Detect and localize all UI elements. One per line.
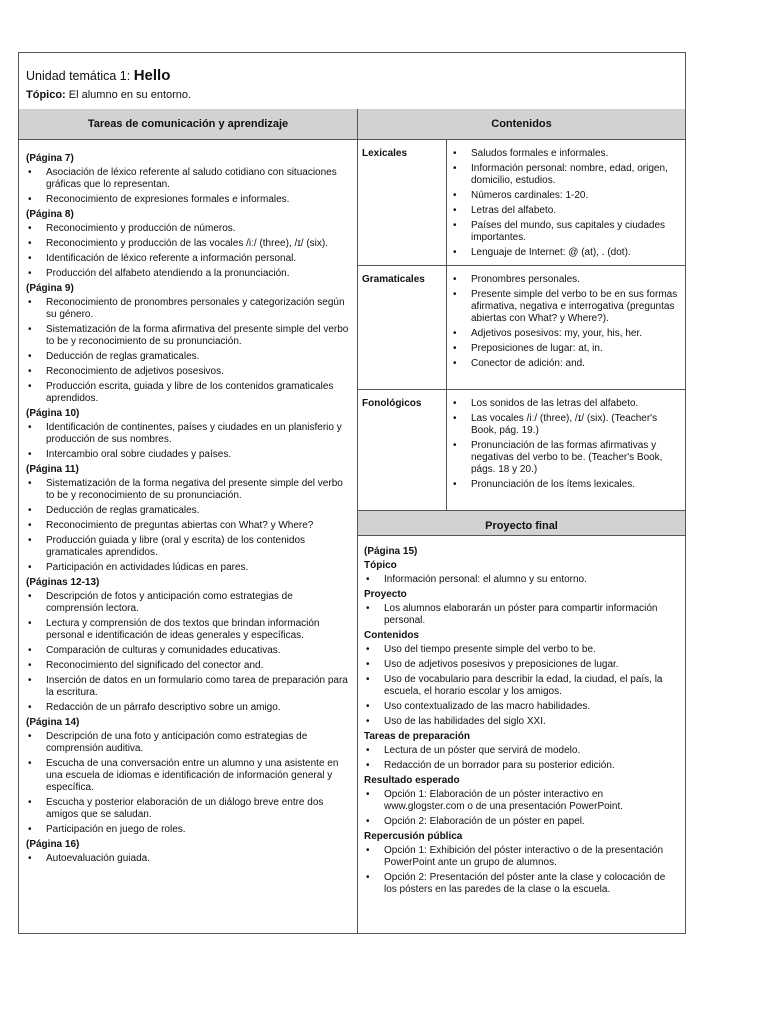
project-block-label: Tareas de preparación: [364, 731, 470, 742]
task-item: • Reconocimiento de adjetivos posesivos.: [26, 366, 351, 378]
task-list: [26, 591, 351, 714]
content-item: • Conector de adición: and.: [451, 358, 681, 370]
topic-text: El alumno en su entorno.: [68, 89, 192, 101]
content-item: • Presente simple del verbo to be en sus formas afirmativa, negativa e interrogativa (preguntas abiertas con What? y Where?).: [451, 289, 681, 325]
project-item: • Opción 2: Presentación del póster ante la clase y colocación de los pósters en las paredes de la clase o la escuela.: [364, 872, 679, 896]
tasks-column: [19, 109, 358, 933]
project-block-label: Tópico: [364, 560, 397, 571]
task-item: • Deducción de reglas gramaticales.: [26, 505, 351, 517]
content-item: • Saludos formales e informales.: [451, 148, 681, 160]
contents-sections: [358, 140, 685, 511]
project-item: • Uso de adjetivos posesivos y preposiciones de lugar.: [364, 659, 679, 671]
content-item: • Información personal: nombre, edad, origen, domicilio, estudios.: [451, 163, 681, 187]
task-list: [26, 853, 351, 865]
task-item: • Participación en juego de roles.: [26, 824, 351, 836]
project-item: • Lectura de un póster que servirá de modelo.: [364, 745, 679, 757]
unit-title: Hello: [133, 67, 171, 84]
page-label: (Página 8): [26, 209, 74, 220]
task-item: • Sistematización de la forma afirmativa del presente simple del verbo to be y reconocimiento de su pronunciación.: [26, 324, 351, 348]
content-section-label-text: Lexicales: [362, 148, 408, 159]
project-list: [364, 745, 679, 772]
project-item: • Uso contextualizado de las macro habilidades.: [364, 701, 679, 713]
page-label: (Página 14): [26, 717, 80, 728]
content-section: [358, 390, 685, 511]
page-label: (Páginas 12-13): [26, 577, 100, 588]
content-section-label: [358, 140, 447, 265]
task-item: • Reconocimiento y producción de números.: [26, 223, 351, 235]
project-blocks: [364, 560, 679, 896]
page-label: (Página 11): [26, 464, 79, 475]
content-section-label: [358, 266, 447, 389]
project-block-label: Contenidos: [364, 630, 419, 641]
project-list: [364, 603, 679, 627]
task-list: [26, 167, 351, 206]
topic-line: [26, 89, 191, 101]
task-item: • Participación en actividades lúdicas en pares.: [26, 562, 351, 574]
content-item: • Números cardinales: 1-20.: [451, 190, 681, 202]
unit-header: [19, 53, 685, 110]
task-item: • Inserción de datos en un formulario como tarea de preparación para la escritura.: [26, 675, 351, 699]
content-section: [358, 266, 685, 390]
content-section-items: [447, 140, 685, 262]
project-block-label: Repercusión pública: [364, 831, 463, 842]
project-list: [364, 845, 679, 896]
project-list: [364, 644, 679, 728]
topic-label: Tópico:: [26, 89, 66, 101]
task-list: [26, 478, 351, 574]
project-item: • Opción 2: Elaboración de un póster en papel.: [364, 816, 679, 828]
content-section-label-text: Fonológicos: [362, 398, 422, 409]
content-list: [451, 148, 681, 259]
task-item: • Autoevaluación guiada.: [26, 853, 351, 865]
tasks-body: [19, 140, 357, 865]
page-label: (Página 16): [26, 839, 80, 850]
task-item: • Asociación de léxico referente al saludo cotidiano con situaciones gráficas que lo representan.: [26, 167, 351, 191]
content-item: • Letras del alfabeto.: [451, 205, 681, 217]
project-list: [364, 789, 679, 828]
content-item: • Lenguaje de Internet: @ (at), . (dot).: [451, 247, 681, 259]
content-section-items: [447, 266, 685, 373]
page-label: (Página 10): [26, 408, 80, 419]
task-item: • Intercambio oral sobre ciudades y países.: [26, 449, 351, 461]
page-label: (Página 7): [26, 153, 74, 164]
task-list: [26, 297, 351, 405]
unit-heading: [26, 67, 170, 84]
project-page: (Página 15): [364, 546, 418, 557]
project-item: • Opción 1: Elaboración de un póster interactivo en www.glogster.com o de una presentación PowerPoint.: [364, 789, 679, 813]
task-item: • Comparación de culturas y comunidades educativas.: [26, 645, 351, 657]
task-item: • Producción guiada y libre (oral y escrita) de los contenidos gramaticales aprendidos.: [26, 535, 351, 559]
project-list: [364, 574, 679, 586]
project-item: • Opción 1: Exhibición del póster interactivo o de la presentación PowerPoint ante un grupo de alumnos.: [364, 845, 679, 869]
content-list: [451, 398, 681, 491]
project-item: • Los alumnos elaborarán un póster para compartir información personal.: [364, 603, 679, 627]
project-item: • Uso del tiempo presente simple del verbo to be.: [364, 644, 679, 656]
content-item: • Preposiciones de lugar: at, in.: [451, 343, 681, 355]
task-item: • Escucha y posterior elaboración de un diálogo breve entre dos amigos que se saludan.: [26, 797, 351, 821]
project-item: • Uso de las habilidades del siglo XXI.: [364, 716, 679, 728]
task-item: • Deducción de reglas gramaticales.: [26, 351, 351, 363]
task-item: • Descripción de una foto y anticipación como estrategias de comprensión auditiva.: [26, 731, 351, 755]
page-label: (Página 9): [26, 283, 74, 294]
project-block-label: Resultado esperado: [364, 775, 460, 786]
content-item: • Países del mundo, sus capitales y ciudades importantes.: [451, 220, 681, 244]
task-item: • Producción del alfabeto atendiendo a la pronunciación.: [26, 268, 351, 280]
task-item: • Reconocimiento de pronombres personales y categorización según su género.: [26, 297, 351, 321]
task-item: • Sistematización de la forma negativa del presente simple del verbo to be y reconocimiento de su pronunciación.: [26, 478, 351, 502]
tasks-heading: Tareas de comunicación y aprendizaje: [19, 109, 357, 140]
unit-label: Unidad temática 1:: [26, 69, 131, 83]
task-list: [26, 731, 351, 836]
project-heading: Proyecto final: [358, 511, 685, 536]
content-item: • Los sonidos de las letras del alfabeto.: [451, 398, 681, 410]
task-item: • Escucha de una conversación entre un alumno y una asistente en una escuela de idiomas e identificación de información general y específica.: [26, 758, 351, 794]
task-item: • Reconocimiento de expresiones formales e informales.: [26, 194, 351, 206]
task-item: • Redacción de un párrafo descriptivo sobre un amigo.: [26, 702, 351, 714]
project-item: • Uso de vocabulario para describir la edad, la ciudad, el país, la escuela, el horario escolar y los amigos.: [364, 674, 679, 698]
task-item: • Reconocimiento del significado del conector and.: [26, 660, 351, 672]
content-item: • Pronunciación de las formas afirmativas y negativas del verbo to be. (Teacher's Book, págs. 18 y 20.): [451, 440, 681, 476]
project-body: [358, 536, 685, 896]
content-list: [451, 274, 681, 370]
content-section-items: [447, 390, 685, 494]
task-item: • Reconocimiento y producción de las vocales /iː/ (three), /ɪ/ (six).: [26, 238, 351, 250]
content-item: • Adjetivos posesivos: my, your, his, her.: [451, 328, 681, 340]
contents-column: [358, 109, 685, 933]
task-list: [26, 223, 351, 280]
content-section-label: [358, 390, 447, 510]
content-item: • Pronunciación de los ítems lexicales.: [451, 479, 681, 491]
project-item: • Redacción de un borrador para su posterior edición.: [364, 760, 679, 772]
task-item: • Reconocimiento de preguntas abiertas con What? y Where?: [26, 520, 351, 532]
content-item: • Pronombres personales.: [451, 274, 681, 286]
content-section-label-text: Gramaticales: [362, 274, 425, 285]
task-item: • Identificación de léxico referente a información personal.: [26, 253, 351, 265]
task-list: [26, 422, 351, 461]
project-item: • Información personal: el alumno y su entorno.: [364, 574, 679, 586]
content-item: • Las vocales /iː/ (three), /ɪ/ (six). (Teacher's Book, pág. 19.): [451, 413, 681, 437]
task-item: • Producción escrita, guiada y libre de los contenidos gramaticales aprendidos.: [26, 381, 351, 405]
project-block-label: Proyecto: [364, 589, 407, 600]
task-item: • Lectura y comprensión de dos textos que brindan información personal e identificación de ideas generales y específicas.: [26, 618, 351, 642]
task-item: • Descripción de fotos y anticipación como estrategias de comprensión lectora.: [26, 591, 351, 615]
task-item: • Identificación de continentes, países y ciudades en un planisferio y producción de sus nombres.: [26, 422, 351, 446]
contents-heading: Contenidos: [358, 109, 685, 140]
content-section: [358, 140, 685, 266]
unit-table: [18, 52, 686, 934]
